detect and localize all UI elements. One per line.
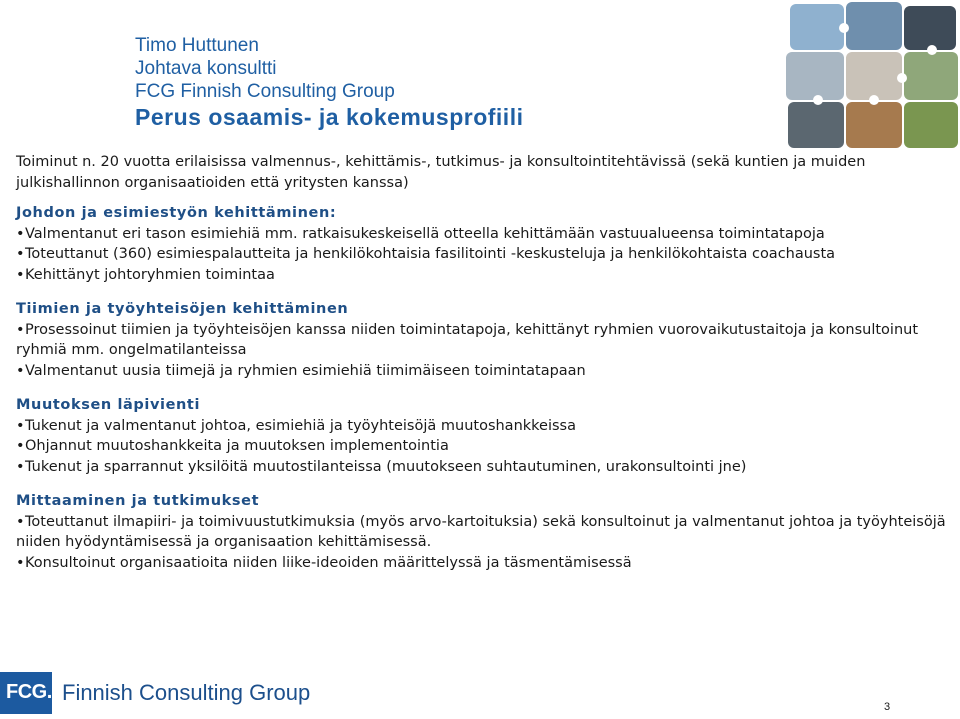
list-item: •Toteuttanut ilmapiiri- ja toimivuustutkimuksia (myös arvo-kartoituksia) sekä konsultoinut ja valmentanut johtoa ja työyhteisöjä niiden hyödyntämisessä ja organisaation kehittämisessä. (16, 513, 946, 550)
author-name: Timo Huttunen (135, 35, 259, 56)
list-item: •Valmentanut uusia tiimejä ja ryhmien esimiehiä tiimimäiseen toimintatapaan (16, 361, 946, 382)
list-item: •Tukenut ja sparrannut yksilöitä muutostilanteissa (muutokseen suhtautuminen, urakonsultointi jne) (16, 457, 946, 478)
section-heading: Johdon ja esimiestyön kehittäminen: (16, 205, 337, 221)
list-item: •Prosessoinut tiimien ja työyhteisöjen kanssa niiden toimintatapoja, kehittänyt ryhmien vuorovaikutustaitoja ja konsultoinut ryhmiä mm. ongelmatilanteissa (16, 321, 919, 358)
bullet-icon: • (16, 438, 25, 454)
section-heading: Mittaaminen ja tutkimukset (16, 493, 260, 509)
page-title: Perus osaamis- ja kokemusprofiili (135, 104, 524, 130)
bullet-icon: • (16, 458, 25, 475)
bullet-icon: • (16, 554, 25, 571)
fcg-logo-name: Finnish Consulting Group (62, 680, 311, 705)
puzzle-photo-collage (784, 0, 960, 152)
page-number: 3 (884, 701, 891, 713)
list-item: •Toteuttanut (360) esimiespalautteita ja henkilökohtaisia fasilitointi -keskusteluja ja henkilökohtaista coachausta (16, 244, 946, 265)
list-item: •Tukenut ja valmentanut johtoa, esimiehiä ja työyhteisöjä muutoshankkeissa (16, 416, 946, 437)
section-teams (16, 299, 946, 381)
header (135, 34, 523, 131)
section-heading: Tiimien ja työyhteisöjen kehittäminen (16, 301, 349, 317)
section-heading: Muutoksen läpivienti (16, 397, 201, 413)
section-change (16, 395, 946, 477)
fcg-logo-mark (0, 672, 52, 714)
bullet-icon: • (16, 246, 25, 262)
bullet-icon: • (16, 266, 25, 283)
section-measurement (16, 491, 946, 573)
list-item: •Konsultoinut organisaatioita niiden liike-ideoiden määrittelyssä ja täsmentämisessä (16, 553, 946, 574)
section-leadership (16, 203, 946, 285)
list-item: •Kehittänyt johtoryhmien toimintaa (16, 265, 946, 286)
profile-content (16, 152, 946, 587)
intro-text: Toiminut n. 20 vuotta erilaisissa valmennus-, kehittämis-, tutkimus- ja konsultointitehtävissä (sekä kuntien ja muiden julkishallinnon organisaatioiden että yritysten kanssa) (16, 154, 866, 191)
bullet-icon: • (16, 417, 25, 434)
company-name: FCG Finnish Consulting Group (135, 81, 395, 102)
author-role: Johtava konsultti (135, 58, 277, 79)
list-item: •Ohjannut muutoshankkeita ja muutoksen implementointia (16, 436, 946, 457)
list-item: •Valmentanut eri tason esimiehiä mm. ratkaisukeskeisellä otteella kehittämään vastuualueensa toimintatapoja (16, 224, 946, 245)
bullet-icon: • (16, 513, 25, 530)
fcg-logo (0, 672, 330, 714)
bullet-icon: • (16, 225, 25, 242)
bullet-icon: • (16, 321, 25, 338)
bullet-icon: • (16, 362, 25, 379)
fcg-logo-text: FCG. (6, 681, 52, 703)
